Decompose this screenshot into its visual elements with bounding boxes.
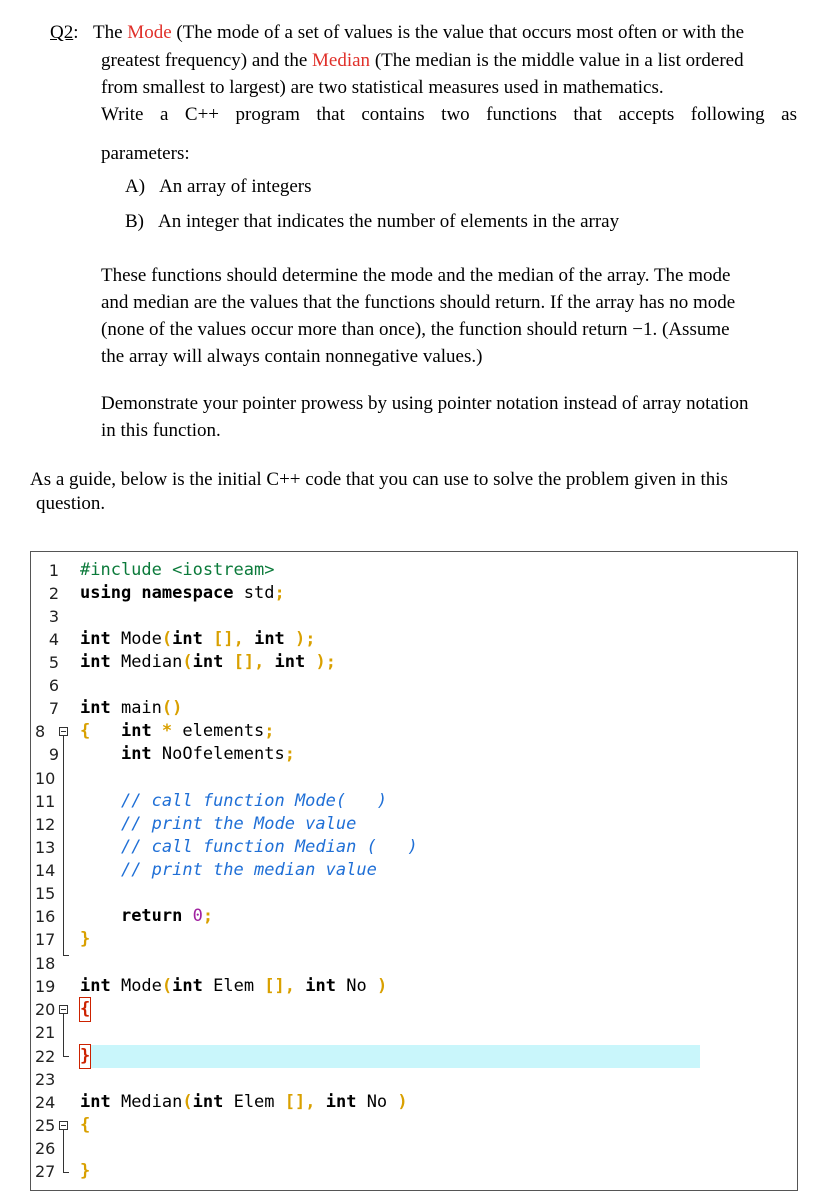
line-number: 16 [35, 907, 56, 926]
line-number: 27 [35, 1162, 56, 1181]
code-line: int Median(int [], int ); [80, 652, 336, 672]
code-comment: // print the Mode value [120, 814, 357, 834]
line-number: 5 [48, 653, 59, 672]
code-editor [30, 551, 798, 1191]
line-number: 18 [35, 954, 56, 973]
line-number: 19 [35, 977, 56, 996]
code-line: { [80, 1115, 91, 1135]
option-a: A) An array of integers [125, 176, 312, 197]
line-number: 7 [48, 699, 59, 718]
paragraph-3-line-1: Demonstrate your pointer prowess by using pointer notation instead of array notation [101, 393, 749, 414]
code-line: int Mode(int [], int ); [80, 629, 316, 649]
fold-end-marker [63, 955, 69, 956]
paragraph-2-line-4: the array will always contain nonnegative values.) [101, 346, 483, 367]
question-line-5: parameters: [101, 143, 190, 164]
line-number: 11 [35, 792, 56, 811]
code-comment: // print the median value [120, 860, 377, 880]
median-term: Median [312, 50, 371, 71]
line-number: 10 [35, 769, 56, 788]
line-number: 1 [48, 561, 59, 580]
line-number: 13 [35, 838, 56, 857]
option-b: B) An integer that indicates the number of elements in the array [125, 211, 620, 232]
paragraph-2-line-1: These functions should determine the mode and the median of the array. The mode [101, 265, 731, 286]
paragraph-2-line-3: (none of the values occur more than once), the function should return −1. (Assume [101, 319, 730, 340]
code-comment: // call function Median ( ) [120, 837, 418, 857]
line-number: 25 [35, 1116, 56, 1135]
matched-brace: } [80, 1046, 91, 1066]
question-line-1: Q2: [50, 22, 79, 43]
line-number: 12 [35, 815, 56, 834]
line-number: 17 [35, 930, 56, 949]
guide-line-1: As a guide, below is the initial C++ code that you can use to solve the problem given in this [30, 469, 728, 490]
line-number: 3 [48, 607, 59, 626]
code-line: int Median(int Elem [], int No ) [80, 1092, 408, 1112]
code-comment: // call function Mode( ) [120, 791, 388, 811]
guide-line-2: question. [36, 493, 106, 514]
question-line-3: from smallest to largest) are two statistical measures used in mathematics. [101, 77, 664, 98]
code-line [31, 998, 797, 1021]
question-number: Q2 [50, 22, 74, 43]
code-line: int NoOfelements; [120, 744, 295, 764]
code-line: { int * elements; [80, 721, 275, 741]
line-number: 15 [35, 884, 56, 903]
code-line: return 0; [120, 906, 214, 926]
line-number: 22 [35, 1047, 56, 1066]
line-number: 21 [35, 1023, 56, 1042]
code-line [31, 1045, 797, 1068]
line-number: 24 [35, 1093, 56, 1112]
mode-term: Mode [127, 22, 172, 43]
line-number: 6 [48, 676, 59, 695]
line-number: 2 [48, 584, 59, 603]
code-line: } [80, 1161, 91, 1181]
code-line: } [80, 929, 91, 949]
paragraph-3-line-2: in this function. [101, 420, 221, 441]
code-line: #include <iostream> [80, 560, 275, 580]
line-number: 14 [35, 861, 56, 880]
code-line: using namespace std; [80, 583, 285, 603]
matched-brace: { [80, 999, 91, 1019]
line-number: 20 [35, 1000, 56, 1019]
line-number: 8 [35, 722, 46, 741]
line-number: 9 [48, 745, 59, 764]
line-number: 26 [35, 1139, 56, 1158]
code-line: int Mode(int Elem [], int No ) [80, 976, 388, 996]
code-line: int main() [80, 698, 183, 718]
paragraph-2-line-2: and median are the values that the functions should return. If the array has no mode [101, 292, 736, 313]
line-number: 23 [35, 1070, 56, 1089]
question-line-4: Write a C++ program that contains two functions that accepts following as [101, 104, 797, 125]
question-line-2: greatest frequency) and the Median (The median is the middle value in a list ordered [101, 50, 744, 71]
question-line-1-text: The Mode (The mode of a set of values is the value that occurs most often or with the [93, 22, 745, 43]
line-number: 4 [48, 630, 59, 649]
